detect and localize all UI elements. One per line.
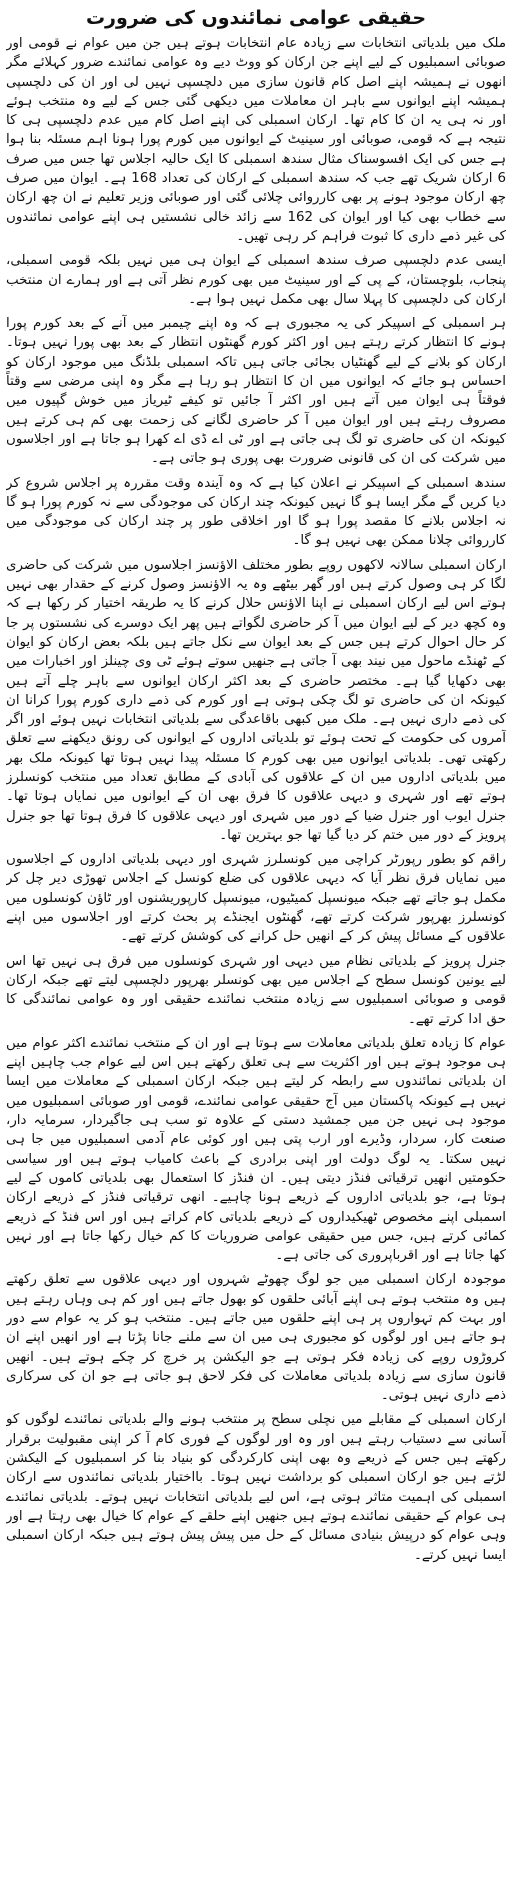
- article-paragraph: ارکان اسمبلی کے مقابلے میں نچلی سطح پر منتخب ہونے والے بلدیاتی نمائندے لوگوں کو آسانی سے دستیاب رہتے ہیں اور وہ اور لوگوں کے فوری کام آ کر اپنی مقبولیت برقرار رکھتے ہیں جس کے ذریعے وہ بھی اپنی کارکردگی کو بنیاد بنا کر اسمبلیوں کے الیکشن لڑتے ہیں جو ارکان اسمبلی کو برداشت نہیں ہوتا۔ بااختیار بلدیاتی نمائندوں سے ارکان اسمبلی کی اہمیت متاثر ہوتی ہے، اس لیے بلدیاتی انتخابات نہیں ہوتے۔ بلدیاتی نمائندے ہی عوام کے حقیقی نمائندے ہوتے ہیں جنھیں اپنے حلقے کے عوام کا خیال بھی رہتا ہے اور وہی عوام کو درپیش بنیادی مسائل کے حل میں پیش پیش ہوتے ہیں جبکہ ارکان اسمبلی ایسا نہیں کرتے۔: [6, 1412, 506, 1563]
- article-column: [6, 4, 506, 1873]
- article-paragraph: سندھ اسمبلی کے اسپیکر نے اعلان کیا ہے کہ وہ آیندہ وقت مقررہ پر اجلاس شروع کر دیا کریں گے مگر ایسا ہو گا نہیں کیونکہ چند ارکان کی موجودگی سے نہ کورم پورا ہو گا نہ اجلاس بلانے کا مقصد پورا ہو گا اور اخلاقی طور پر چند ارکان کی موجودگی میں کارروائی چلانا ممکن بھی نہیں ہو گا۔: [6, 475, 506, 549]
- article-paragraph: ملک میں بلدیاتی انتخابات سے زیادہ عام انتخابات ہوتے ہیں جن میں عوام نے قومی اور صوبائی اسمبلیوں کے لیے اپنے جن ارکان کو ووٹ دیے وہ عوامی نمائندے ضرور کہلائے مگر انھوں نے ہمیشہ اپنے اصل کام قانون سازی میں دلچسپی نہیں لی اور ان کی دلچسپی ہمیشہ اپنے ایوانوں سے باہر ان معاملات میں دیکھی گئی جس کے لیے وہ منتخب ہوئے اور نہ ہی یہ ان کا کام تھا۔ ارکان اسمبلی کی اپنے اصل کام میں عدم دلچسپی ہی کا نتیجہ ہے کہ قومی، صوبائی اور سینیٹ کے ایوانوں میں کورم پورا ہونا اہم مسئلہ بنا ہوا ہے جس کی ایک افسوسناک مثال سندھ اسمبلی کا ایک حالیہ اجلاس تھا جس میں صرف 6 ارکان شریک تھے جب کہ سندھ اسمبلی کے ارکان کی تعداد 168 ہے۔ ایوان میں صرف چھ ارکان موجود ہونے پر بھی کارروائی چلائی گئی اور صوبائی وزیر تعلیم نے ان چھ ارکان سے خطاب بھی کیا اور ایوان کی 162 سے زائد خالی نشستیں ہی اپنے عوامی نمائندوں کی غیر ذمے داری کا ثبوت فراہم کر رہی تھیں۔: [6, 36, 506, 244]
- article-paragraph: موجودہ ارکان اسمبلی میں جو لوگ چھوٹے شہروں اور دیہی علاقوں سے تعلق رکھتے ہیں وہ منتخب ہوتے ہی اپنے آبائی حلقوں کو بھول جاتے ہیں اور کم ہی وہاں رہتے ہیں اور بہت کم تہواروں پر ہی اپنے حلقوں میں جاتے ہیں۔ منتخب ہو کر یہ عوام سے دور ہو جاتے ہیں اور لوگوں کو مجبوری ہی میں ان سے ملنے جانا پڑتا ہے اور انھیں اپنے ان کروڑوں روپے کی زیادہ فکر ہوتی ہے جو الیکشن پر خرچ کر چکے ہوتے ہیں۔ انھیں قانون سازی سے زیادہ بلدیاتی معاملات کی فکر لاحق ہو جاتی ہے جو ان کی سرکاری ذمے داری نہیں ہوتی۔: [6, 1272, 506, 1404]
- article-paragraph: ارکان اسمبلی سالانہ لاکھوں روپے بطور مختلف الاؤنسز اجلاسوں میں شرکت کی حاضری لگا کر ہی وصول کرتے ہیں اور گھر بیٹھے وہ یہ الاؤنسز وصول کرنے کے حقدار بھی نہیں ہوتے اس لیے ارکان اسمبلی نے اپنا الاؤنس حلال کرنے کا یہ طریقہ اختیار کر رکھا ہے کہ وہ کچھ دیر کے لیے ایوان میں آ کر حاضری لگواتے ہیں پھر ایک دوسرے کی نشستوں پر جا کر حال احوال کرتے ہیں جس کے بعد ایوان سے نکل جاتے ہیں بلکہ بعض ارکان کو ایوان کے ٹھنڈے ماحول میں نیند بھی آ جاتی ہے جنھیں سوتے ہوئے ٹی وی چینلز اور اخبارات میں بھی دکھایا گیا ہے۔ مختصر حاضری کے بعد اکثر ارکان ایوانوں سے باہر چلے آتے ہیں کیونکہ ان کی حاضری تو لگ چکی ہوتی ہے اور کورم کی ذمے داری کورم پورا کرانا ان کی ذمے داری نہیں ہے۔ ملک میں کبھی باقاعدگی سے بلدیاتی انتخابات نہیں ہوئے اور اگر آمروں کی حکومت کے تحت ہوئے تو بلدیاتی اداروں کے ایوانوں کی رونق دیکھنے سے تعلق رکھتی تھی۔ بلدیاتی ایوانوں میں بھی کورم کا مسئلہ پیدا نہیں ہوتا تھا کیونکہ ملک بھر میں بلدیاتی اداروں میں ان کے علاقوں کی آبادی کے مطابق تعداد میں منتخب کونسلرز ہوتے تھے اور شہری و دیہی علاقوں کا فرق بھی ان کے ایوانوں میں نمایاں ہوتا تھا۔ جنرل ایوب اور جنرل ضیا کے دور میں شہری اور دیہی علاقوں کا فرق ہوتا تھا جو جنرل پرویز کے دور میں ختم کر دیا گیا تھا جو بہترین تھا۔: [6, 557, 506, 843]
- article-paragraph: ایسی عدم دلچسپی صرف سندھ اسمبلی کے ایوان ہی میں نہیں بلکہ قومی اسمبلی، پنجاب، بلوچستان، کے پی کے اور سینیٹ میں بھی کورم نظر آتی ہے اور ہمارے ان منتخب ارکان کی دلچسپی کا پہلا سال بھی مکمل نہیں ہوا ہے۔: [6, 253, 506, 307]
- article-paragraph: ہر اسمبلی کے اسپیکر کی یہ مجبوری ہے کہ وہ اپنے چیمبر میں آنے کے بعد کورم پورا ہونے کا انتظار کرتے رہتے ہیں اور اکثر کورم گھنٹوں انتظار کے بعد بھی پورا نہیں ہوتا۔ ارکان کو بلانے کے لیے گھنٹیاں بجائی جاتی ہیں تاکہ اسمبلی بلڈنگ میں موجود ارکان کو احساس ہو جائے کہ ایوانوں میں ان کا انتظار ہو رہا ہے مگر وہ اپنی مرضی سے وقتاً فوقتاً ہی ایوان میں آتے ہیں اور اکثر آ جائیں تو کیفے ٹیریاز میں خوش گپیوں میں مصروف رہتے ہیں اور ایوان میں آ کر حاضری لگانے کی زحمت بھی کم ہی کرتے ہیں کیونکہ ان کی حاضری تو لگ ہی جاتی ہے اور ٹی اے ڈی اے کھرا ہو جاتا ہے اور اجلاسوں میں شرکت کی ان کی قانونی ضرورت بھی پوری ہو جاتی ہے۔: [6, 316, 506, 467]
- article-paragraph: راقم کو بطور رپورٹر کراچی میں کونسلرز شہری اور دیہی بلدیاتی اداروں کے اجلاسوں میں نمایاں فرق نظر آیا کہ دیہی علاقوں کی ضلع کونسل کے اجلاس تھوڑی دیر چل کر مکمل ہو جاتے تھے جبکہ میونسپل کمیٹیوں، میونسپل کارپوریشنوں اور ٹاؤن کونسلوں میں کونسلرز بھرپور شرکت کرتے تھے، گھنٹوں ایجنڈے پر بحث کرتے اور اجلاسوں میں اپنے علاقوں کے مسائل پیش کر کے انھیں حل کرانے کی کوشش کرتے تھے۔: [6, 852, 506, 945]
- article-paragraph: عوام کا زیادہ تعلق بلدیاتی معاملات سے ہوتا ہے اور ان کے منتخب نمائندے اکثر عوام میں ہی موجود ہوتے ہیں اور اکثریت سے ہی تعلق رکھتے ہیں اس لیے عوام جب چاہیں اپنے ان بلدیاتی نمائندوں سے رابطہ کر لیتے ہیں جبکہ ارکان اسمبلی کے معاملات میں ایسا نہیں ہے کیونکہ پاکستان میں آج حقیقی عوامی نمائندے، قومی اور صوبائی اسمبلیوں میں موجود ہی نہیں جن میں جمشید دستی کے علاوہ تو سب ہی جاگیردار، سرمایہ دار، صنعت کار، سردار، وڈیرے اور ارب پتی ہیں اور کوئی عام آدمی اسمبلیوں میں جا ہی نہیں سکتا۔ یہ لوگ دولت اور اپنی برادری کے باعث کامیاب ہوتے ہیں اور سیاسی حکومتیں انھیں ترقیاتی فنڈز دیتی ہیں۔ ان فنڈز کا استعمال بھی بلدیاتی کاموں کے لیے ہوتا ہے، جو بلدیاتی اداروں کے ذریعے ہونا چاہیے۔ انھی ترقیاتی فنڈز کے ذریعے ارکان اسمبلی اپنے مخصوص ٹھیکیداروں کے ذریعے بلدیاتی کام کراتے ہیں اور اس فنڈ کے ذریعے کمائی کرتے ہیں، جس میں حقیقی عوامی ضروریات کا کم خیال رکھا جاتا ہے اور نہیں کھا جاتا ہے اور اقرباپروری کی جاتی ہے۔: [6, 1035, 506, 1264]
- article-headline: حقیقی عوامی نمائندوں کی ضرورت: [85, 7, 427, 29]
- article-paragraph: جنرل پرویز کے بلدیاتی نظام میں دیہی اور شہری کونسلوں میں فرق ہی نہیں تھا اس لیے یونین کونسل سطح کے اجلاس میں بھی کونسلر بھرپور دلچسپی لیتے تھے جبکہ ارکان قومی و صوبائی اسمبلیوں سے زیادہ منتخب نمائندے حقیقی اور وہ عوامی نمائندگی کا حق ادا کرتے تھے۔: [6, 953, 506, 1027]
